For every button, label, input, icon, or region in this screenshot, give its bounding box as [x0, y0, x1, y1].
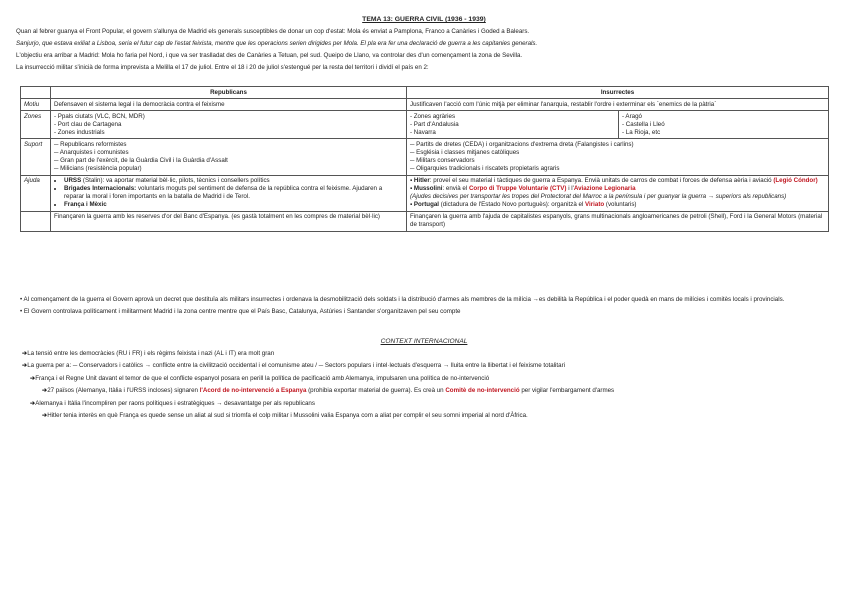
- portugal-text: (dictadura de l'Estado Novo portuguès): organitzà el: [439, 201, 586, 209]
- legio-condor: (Legió Cóndor): [773, 177, 818, 185]
- arrow-icon: ➔: [42, 412, 48, 420]
- table-row-finance: [21, 211, 829, 231]
- context-text: La guerra per a: ─ Conservadors i catòlics → conflicte entre la civilització occidental i el comunisme ateu / ─ Sectors populars i intel·lectuals d'esquerra → lluita entre la llibertat i el feixisme totalitari: [27, 362, 566, 370]
- list-item: - La Rioja, etc: [622, 128, 661, 136]
- franca-mexic: França i Mèxic: [64, 201, 107, 209]
- portugal-end: (voluntaris): [604, 201, 637, 209]
- list-item: ─ Militars conservadors: [410, 156, 475, 164]
- note-text: El Govern controlava políticament i militarment Madrid i la zona centre mentre que el País Basc, Catalunya, Astúries i Santander s'organitzaven pel seu compte: [23, 308, 461, 316]
- motiu-insurrectes: Justificaven l'acció com l'únic mitjà per eliminar l'anarquia, restablir l'ordre i exterminar els `enemics de la pàtria`: [407, 99, 829, 111]
- list-item: ─ Milicians (resistència popular): [54, 165, 142, 172]
- context-text: Alemanya i Itàlia l'incompliren per raons polítiques i estratègiques → desavantatge per als republicans: [35, 399, 315, 407]
- motiu-republicans: Defensaven el sistema legal i la democràcia contra el feixisme: [51, 99, 407, 111]
- context-section: [22, 350, 832, 425]
- context-line: [22, 350, 832, 358]
- context-text: 27 països (Alemanya, Itàlia i l'URSS incloses) signaren: [47, 387, 200, 395]
- brigades-name: Brigades Internacionals:: [64, 185, 137, 193]
- list-item: - Port clau de Cartagena: [54, 120, 122, 128]
- comite-no-intervencio: Comitè de no-intervenció: [445, 387, 520, 395]
- zones-republicans: [51, 111, 407, 139]
- context-line: [22, 400, 832, 408]
- note-paragraph: • Al començament de la guerra el Govern aprovà un decret que destituïa als militars insurrectes i ordenava la desmobilització dels soldats i la distribució d'armes als membres de la milícia →es debilità la República i el poder quedà en mans de milícies i comitès locals i provincials.: [20, 296, 785, 303]
- list-item: [64, 185, 403, 201]
- ajuda-insurrectes: [407, 175, 829, 211]
- arrow-icon: ➔: [30, 374, 36, 382]
- note-text: Al començament de la guerra el Govern aprovà un decret que destituïa als militars insurrectes i ordenava la desmobilització dels soldats i la distribució d'armes als membres de la milícia →es debilità la República i el poder quedà en mans de milícies i comitès locals i provincials.: [23, 296, 785, 303]
- aviazione: Aviazione Legionaria: [573, 185, 636, 193]
- mussolini-and: i l': [566, 185, 574, 193]
- list-item: ─ Partits de dretes (CEDA) i organitzacions d'extrema dreta (Falangistes i carlins): [410, 140, 634, 148]
- mussolini-text: : envià el: [442, 185, 469, 193]
- list-item: - Navarra: [410, 128, 436, 136]
- viriato: Viriato: [585, 201, 605, 209]
- list-item: ▪ Mussolini: envià el Corpo di Truppe Voluntarie (CTV) i l'Aviazione Legionaria: [410, 185, 636, 193]
- list-item: - Aragó: [622, 112, 642, 120]
- arrow-icon: ➔: [22, 362, 28, 370]
- context-line: [22, 375, 832, 383]
- context-text: Hitler tenia interès en què França es quede sense un aliat al sud si triomfa el colp militar i Mussolini valia Espanya com a aliat per complir el seu somni imperial al nord d'Àfrica.: [47, 412, 528, 420]
- ajudes-note: (Ajudes decisives per transportar les tropes del Protectorat del Marroc a la península i per guanyar la guerra → superiors als republicans): [410, 193, 787, 201]
- suport-insurrectes: [407, 139, 829, 175]
- list-item: - Part d'Andalusia: [410, 120, 459, 128]
- suport-republicans: [51, 139, 407, 175]
- table-row-suport: [21, 139, 829, 175]
- acord-no-intervencio: l'Acord de no-intervenció a Espanya: [199, 387, 307, 395]
- list-item: - Ppals ciutats (VLC, BCN, MDR): [54, 112, 145, 120]
- brigades-text: voluntaris moguts pel sentiment de defensa de la república contra el feixisme. Ajudaren a reparar la moral i foren importants en la batalla de Madrid i de Terol.: [64, 185, 383, 201]
- ajuda-republicans: [51, 175, 407, 211]
- note-paragraph: • El Govern controlava políticament i militarment Madrid i la zona centre mentre que el País Basc, Catalunya, Astúries i Santander s'organitzaven pel seu compte: [20, 308, 461, 316]
- header-republicans: Republicans: [51, 87, 407, 99]
- ctv: Corpo di Truppe Voluntarie (CTV): [468, 185, 567, 193]
- context-text: La tensió entre les democràcies (RU i FR) i els règims feixista i nazi (AL i IT) era molt gran: [27, 350, 275, 357]
- context-line: [22, 362, 832, 370]
- finance-republicans: Finançaren la guerra amb les reserves d'or del Banc d'Espanya. (es gastà totalment en les compres de material bèl·lic): [51, 211, 407, 231]
- arrow-icon: ➔: [42, 387, 48, 395]
- urss-text: (Stalin): va aportar material bèl·lic, pilots, tècnics i consellers polítics: [81, 177, 270, 185]
- zones-insurrectes-a: [407, 111, 619, 139]
- table-row-zones: [21, 111, 829, 139]
- list-item: ─ Oligarquies tradicionals i riscatets propietaris agraris: [410, 165, 560, 172]
- arrow-icon: ➔: [30, 399, 36, 407]
- table-row-motiu: [21, 99, 829, 111]
- document-title: TEMA 13: GUERRA CIVIL (1936 - 1939): [362, 16, 486, 23]
- header-empty-cell: [21, 87, 51, 99]
- table-header-row: [21, 87, 829, 99]
- list-item: ─ Anarquistes i comunistes: [54, 148, 129, 156]
- zones-insurrectes-b: [619, 111, 829, 139]
- urss-name: URSS: [64, 177, 82, 185]
- list-item: ─ Republicans reformistes: [54, 140, 127, 148]
- intro-section: [16, 28, 836, 76]
- table-row-ajuda: [21, 175, 829, 211]
- hitler-text: : proveí el seu material i tàctiques de guerra a Espanya. Envià unitats de carros de combat i forces de defensa aèria i aviació: [429, 177, 774, 185]
- row-label: Ajuda: [21, 175, 51, 211]
- list-item: [64, 201, 403, 209]
- list-item: ─ Església i classes mitjanes catòliques: [410, 148, 520, 156]
- mussolini-name: Mussolini: [413, 185, 443, 193]
- notes-section: [20, 296, 830, 320]
- context-line: [22, 412, 832, 420]
- context-line: [22, 387, 832, 395]
- intro-paragraph: Sanjurjo, que estava exiliat a Lisboa, seria el futur cap de l'estat feixista, mentre que les operacions serien dirigides per Mola. El pla era fer una declaració de guerra a les capitanies generals.: [16, 40, 538, 48]
- context-text: (prohibia exportar material de guerra). Es creà un: [306, 387, 446, 395]
- intro-paragraph: La insurrecció militar s'inicià de forma imprevista a Melilla el 17 de juliol. Entre el 18 i 20 de juliol s'estengué per la resta del territori i dividí el país en 2:: [16, 64, 429, 72]
- hitler-name: Hitler: [413, 177, 430, 185]
- portugal-name: Portugal: [413, 201, 440, 209]
- context-text: França i el Regne Unit davant el temor de que el conflicte espanyol posara en perill la política de pacificació amb Alemanya, impulsaren una política de no-intervenció: [35, 374, 490, 382]
- intro-paragraph: L'objectiu era arribar a Madrid: Mola ho faria pel Nord, i que va ser traslladat des de Canàries a Tetuan, pel sud. Queipo de Llano, va controlar des d'un començament la zona de Sevilla.: [16, 52, 523, 60]
- row-label: Motiu: [21, 99, 51, 111]
- list-item: ─ Gran part de l'exèrcit, de la Guàrdia Civil i la Guàrdia d'Assalt: [54, 156, 228, 164]
- list-item: - Castella i Lleó: [622, 120, 665, 128]
- list-item: - Zones industrials: [54, 128, 105, 136]
- list-item: ▪ Portugal (dictadura de l'Estado Novo portuguès): organitzà el Viriato (voluntaris): [410, 201, 637, 209]
- finance-insurrectes: Finançaren la guerra amb l'ajuda de capitalistes espanyols, grans multinacionals angloamericanes de petroli (Shell), Ford i la General Motors (material de transport): [407, 211, 829, 231]
- intro-paragraph: Quan al febrer guanya el Front Popular, el govern s'allunya de Madrid els generals susceptibles de donar un cop d'estat: Mola és enviat a Pamplona, Franco a Canàries i Goded a Balears.: [16, 28, 530, 35]
- arrow-icon: ➔: [22, 350, 28, 357]
- list-item: [64, 177, 403, 185]
- row-label: Suport: [21, 139, 51, 175]
- list-item: - Zones agràries: [410, 112, 456, 120]
- context-title: CONTEXT INTERNACIONAL: [380, 338, 468, 345]
- context-text: per vigilar l'embargament d'armes: [519, 387, 615, 395]
- header-insurrectes: Insurrectes: [407, 87, 829, 99]
- comparison-table: [20, 86, 829, 232]
- row-label: Zones: [21, 111, 51, 139]
- row-label-empty: [21, 211, 51, 231]
- list-item: ▪ Hitler: proveí el seu material i tàctiques de guerra a Espanya. Envià unitats de carros de combat i forces de defensa aèria i aviació (Legió Cóndor): [410, 177, 818, 185]
